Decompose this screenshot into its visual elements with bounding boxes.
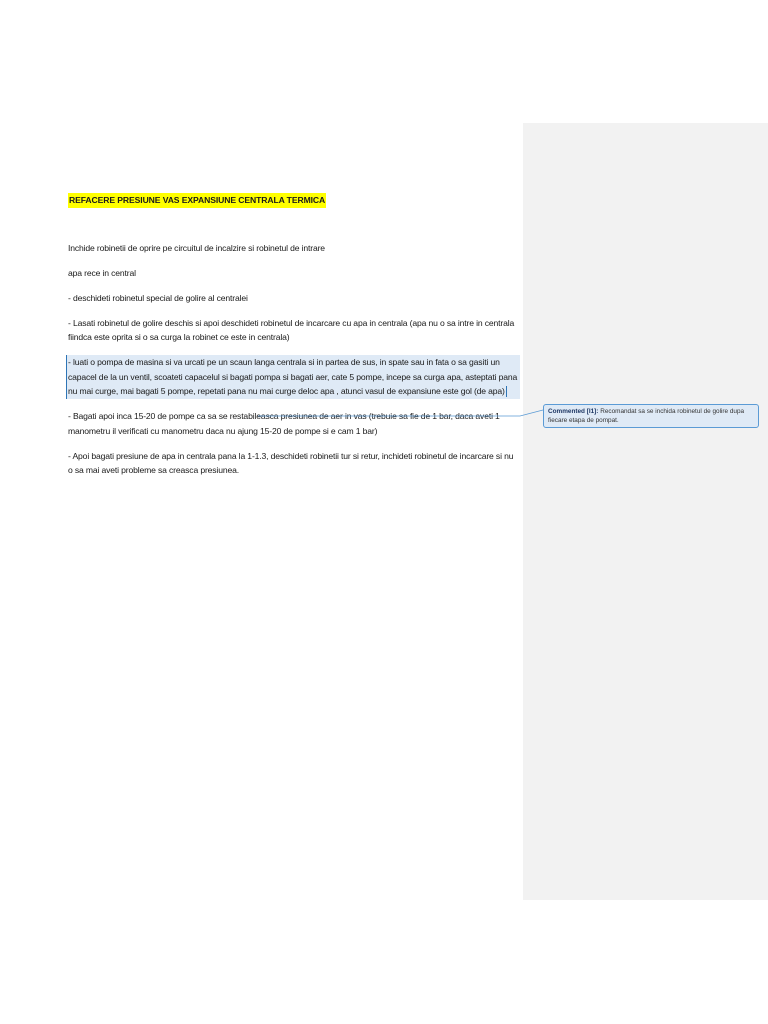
document-title: REFACERE PRESIUNE VAS EXPANSIUNE CENTRALA TERMICA [68, 193, 326, 208]
comment-balloon[interactable] [543, 404, 759, 428]
paragraph-7: - Apoi bagati presiune de apa in centrala pana la 1-1.3, deschideti robinetii tur si retur, inchideti robinetul de incarcare si nu o sa mai aveti probleme sa creasca presiunea. [68, 450, 514, 475]
comments-pane [523, 123, 768, 900]
paragraph-6: - Bagati apoi inca 15-20 de pompe ca sa se restabileasca presiunea de aer in vas (trebuie sa fie de 1 bar, daca aveti 1 manometru il verificati cu manometru daca nu ajung 15-20 de pompe si e cam 1 bar) [68, 411, 500, 436]
title-line [68, 193, 520, 241]
paragraph-4: - Lasati robinetul de golire deschis si apoi deschideti robinetul de incarcare cu apa in centrala (apa nu o sa intre in centrala fiindca este oprita si o sa curga la robinet ce este in centrala) [68, 317, 515, 342]
comment-author-label: Commented [I1]: [548, 408, 599, 415]
paragraph-1: Inchide robinetii de oprire pe circuitul de incalzire si robinetul de intrare [68, 242, 325, 253]
paragraph-2: apa rece in central [68, 267, 136, 278]
document-body[interactable] [68, 193, 520, 488]
paragraph-3: - deschideti robinetul special de golire al centralei [68, 292, 248, 303]
comment-anchor-end [505, 386, 507, 397]
commented-paragraph[interactable] [66, 355, 520, 399]
comment-text: Recomandat sa se inchida robinetul de golire dupa fiecare etapa de pompat. [548, 408, 745, 424]
paragraph-5-text: - luati o pompa de masina si va urcati pe un scaun langa centrala si in partea de sus, in spate sau in fata o sa gasiti un capacel de la un ventil, scoateti capacelul si bagati pompa si bagati aer, cate 5 pompe, incepe sa curga apa, asteptati pana nu mai curge, mai bagati 5 pompe, repetati pana nu mai curge deloc apa , atunci vasul de expansiune este gol (de apa) [68, 357, 518, 396]
